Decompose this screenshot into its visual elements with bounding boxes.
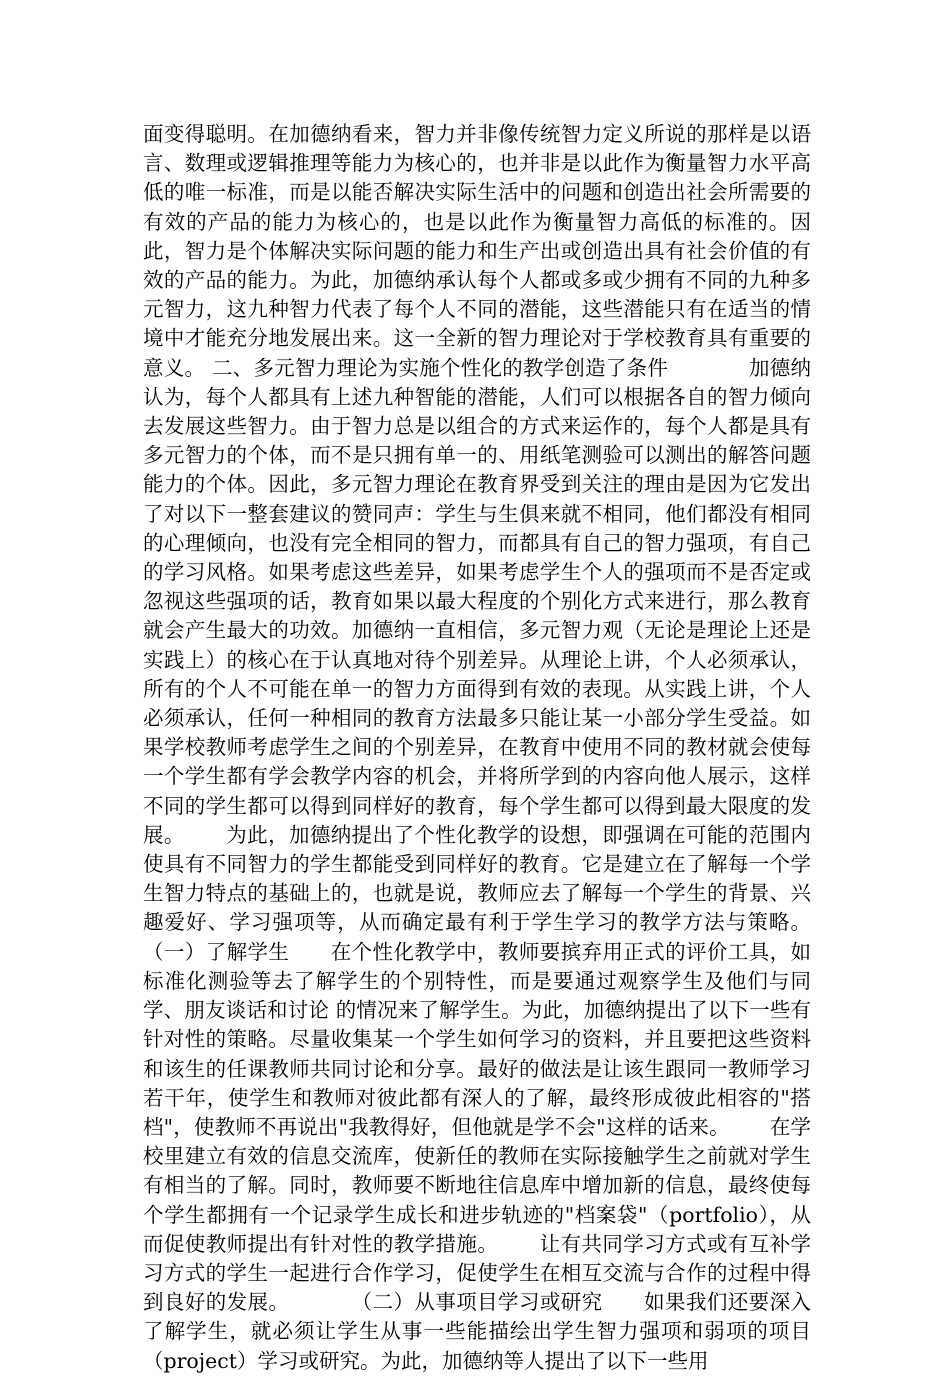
body-text: 面变得聪明。在加德纳看来，智力并非像传统智力定义所说的那样是以语言、数理或逻辑推理等能力为核心的，也并非是以此作为衡量智力水平高低的唯一标准，而是以能否解决实际生活中的问题和创造出社会所需要的有效的产品的能力为核心的，也是以此作为衡量智力高低的标准的。因此，智力是个体解决实际问题的能力和生产出或创造出具有社会价值的有效的产品的能力。为此，加德纳承认每个人都或多或少拥有不同的九种多元智力，这九种智力代表了每个人不同的潜能，这些潜能只有在适当的情境中才能充分地发展出来。这一全新的智力理论对于学校教育具有重要的意义。 二、多元智力理论为实施个性化的教学创造了条件 加德纳认为，每个人都具有上述九种智能的潜能，人们可以根据各自的智力倾向去发展这些智力。由于智力总是以组合的方式来运作的，每个人都是具有多元智力的个体，而不是只拥有单一的、用纸笔测验可以测出的解答问题能力的个体。因此，多元智力理论在教育界受到关注的理由是因为它发出了对以下一整套建议的赞同声：学生与生俱来就不相同，他们都没有相同的心理倾向，也没有完全相同的智力，而都具有自己的智力强项，有自己的学习风格。如果考虑这些差异，如果考虑学生个人的强项而不是否定或忽视这些强项的话，教育如果以最大程度的个别化方式来进行，那么教育就会产生最大的功效。加德纳一直相信，多元智力观（无论是理论上还是实践上）的核心在于认真地对待个别差异。从理论上讲，个人必须承认，所有的个人不可能在单一的智力方面得到有效的表现。从实践上讲，个人必须承认，任何一种相同的教育方法最多只能让某一小部分学生受益。如果学校教师考虑学生之间的个别差异，在教育中使用不同的教材就会使每一个学生都有学会教学内容的机会，并将所学到的内容向他人展示，这样不同的学生都可以得到同样好的教育，每个学生都可以得到最大限度的发展。 为此，加德纳提出了个性化教学的设想，即强调在可能的范围内使具有不同智力的学生都能受到同样好的教育。它是建立在了解每一个学生智力特点的基础上的，也就是说，教师应去了解每一个学生的背景、兴趣爱好、学习强项等，从而确定最有利于学生学习的教学方法与策略。 （一）了解学生 在个性化教学中，教师要摈弃用正式的评价工具，如标准化测验等去了解学生的个别特性，而是要通过观察学生及他们与同学、朋友谈话和讨论 的情况来了解学生。为此，加德纳提出了以下一些有针对性的策略。尽量收集某一个学生如何学习的资料，并且要把这些资料和该生的任课教师共同讨论和分享。最好的做法是让该生跟同一教师学习若干年，使学生和教师对彼此都有深人的了解，最终形成彼此相容的"搭档"，使教师不再说出"我教得好，但他就是学不会"这样的话来。 在学校里建立有效的信息交流库，使新任的教师在实际接触学生之前就对学生有相当的了解。同时，教师要不断地往信息库中增加新的信息，最终使每个学生都拥有一个记录学生成长和进步轨迹的"档案袋"（portfolio），从而促使教师提出有针对性的教学措施。 让有共同学习方式或有互补学习方式的学生一起进行合作学习，促使学生在相互交流与合作的过程中得到良好的发展。 （二）从事项目学习或研究 如果我们还要深入了解学生，就必须让学生从事一些能描绘出学生智力强项和弱项的项目（project）学习或研究。为此，加德纳等人提出了以下一些用 (143, 122, 870, 1373)
